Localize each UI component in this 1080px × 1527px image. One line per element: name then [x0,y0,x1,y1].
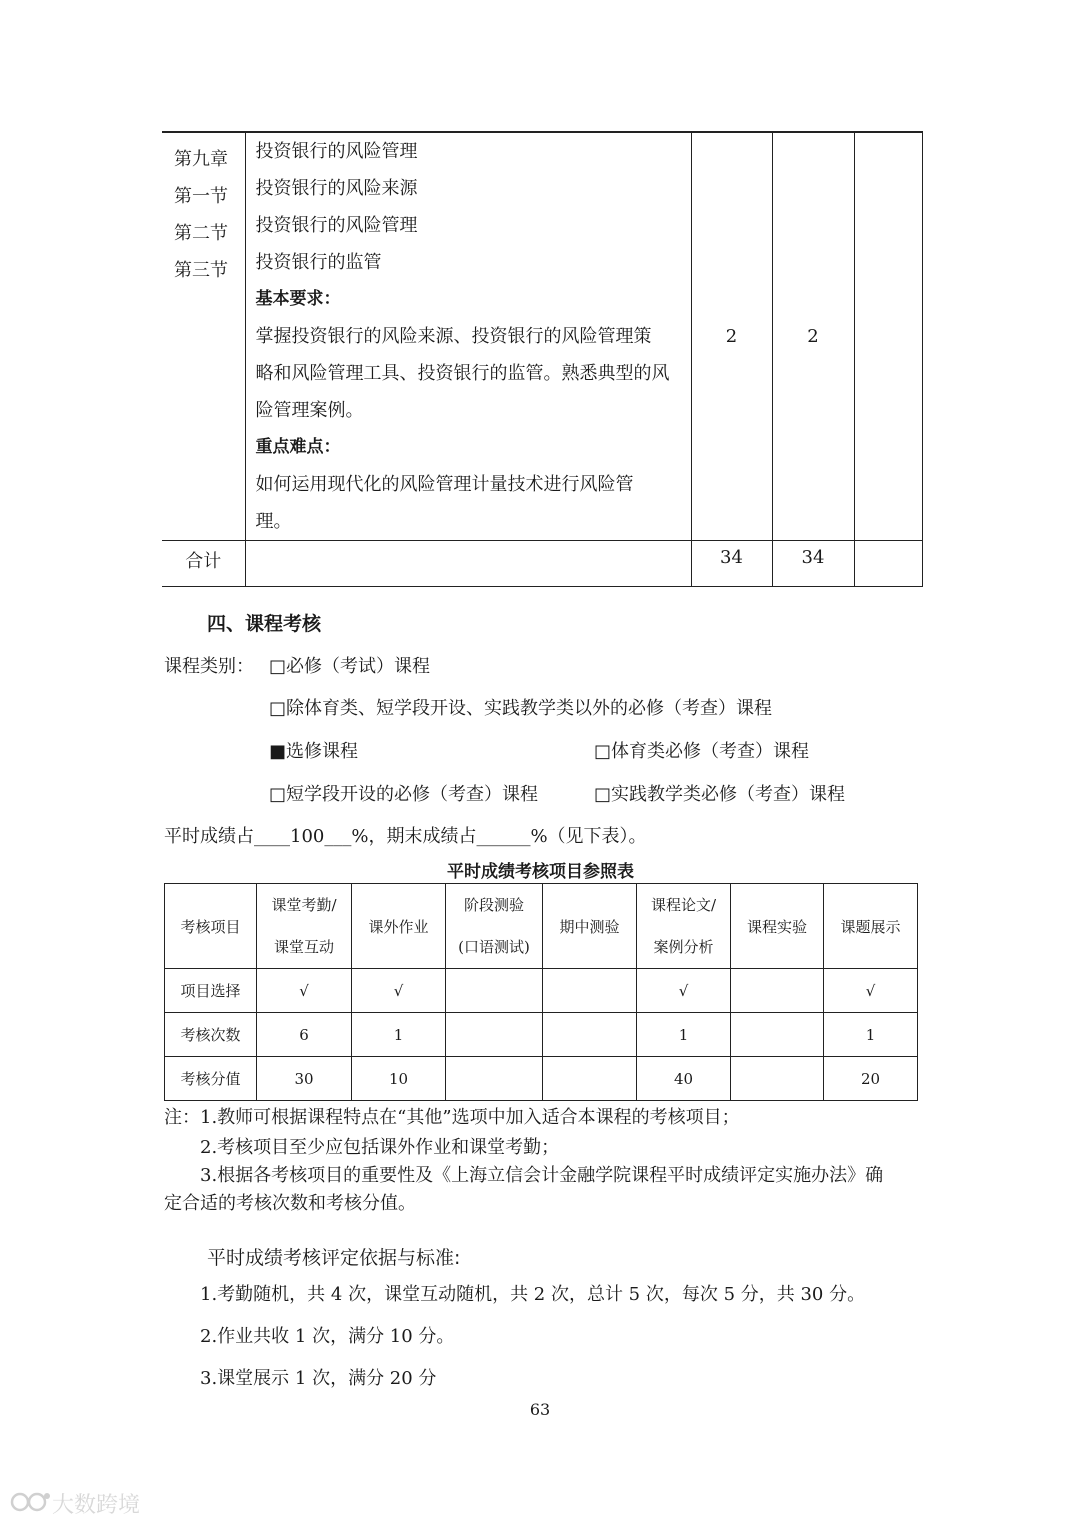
category-option: □必修（考试）课程 [269,656,431,677]
criteria-heading: 平时成绩考核评定依据与标准: [207,1247,461,1269]
criteria-item: 3.课堂展示 1 次，满分 20 分 [200,1368,437,1389]
course-schedule-table [162,131,923,587]
empty-cell [245,541,691,587]
category-option-selected: ■选修课程 [269,741,359,762]
table-row [165,969,918,1013]
note-line: 3.根据各考核项目的重要性及《上海立信会计金融学院课程平时成绩评定实施办法》确 [200,1165,884,1186]
content-cell [245,132,691,541]
note-line: 2.考核项目至少应包括课外作业和课堂考勤； [200,1137,560,1158]
column-header: 课外作业 [352,884,446,969]
table-cell [446,1057,543,1101]
chapter-line: 第二节 [174,223,228,244]
table-header-row [165,884,918,969]
requirements-label: 基本要求： [255,289,341,309]
empty-cell [854,541,922,587]
column-header: 期中测验 [543,884,637,969]
table-cell: 20 [824,1057,918,1101]
row-label: 考核次数 [165,1013,257,1057]
table-cell: 6 [257,1013,352,1057]
table-cell [543,969,637,1013]
section-heading: 四、课程考核 [207,613,322,635]
column-header: 课程实验 [731,884,824,969]
column-header: 课程论文/ 案例分析 [637,884,731,969]
table-cell: √ [824,969,918,1013]
requirements-line: 略和风险管理工具、投资银行的监管。熟悉典型的风 [255,363,670,384]
criteria-item: 2.作业共收 1 次，满分 10 分。 [200,1326,455,1347]
total-value: 34 [691,541,772,587]
table-cell [446,969,543,1013]
category-label: 课程类别： [164,656,254,677]
assessment-reference-table [164,883,918,1101]
criteria-item: 1.考勤随机，共 4 次，课堂互动随机，共 2 次，总计 5 次，每次 5 分，共 30 分。 [200,1284,866,1305]
total-row [162,541,922,587]
table-cell: 30 [257,1057,352,1101]
content-line: 投资银行的监管 [255,252,382,273]
column-header: 阶段测验 (口语测试) [446,884,543,969]
table-cell [731,969,824,1013]
note-line: 定合适的考核次数和考核分值。 [164,1193,416,1214]
chapter-line: 第一节 [174,186,228,207]
chapter-cell [162,132,245,541]
column-header: 课题展示 [824,884,918,969]
note-line: 注：1.教师可根据课程特点在“其他”选项中加入适合本课程的考核项目； [164,1107,740,1128]
content-line: 投资银行的风险来源 [255,178,418,199]
table-cell [731,1013,824,1057]
table-row [162,132,922,541]
row-label: 考核分值 [165,1057,257,1101]
watermark-text: 大数跨境 [52,1493,141,1518]
requirements-line: 掌握投资银行的风险来源、投资银行的风险管理策 [255,326,652,347]
chapter-line: 第三节 [174,260,228,281]
empty-cell [854,132,922,541]
table-row [165,1013,918,1057]
category-option: □短学段开设的必修（考查）课程 [269,784,539,805]
table-caption: 平时成绩考核项目参照表 [447,862,634,882]
key-points-label: 重点难点： [255,437,341,457]
table-row [165,1057,918,1101]
total-label: 合计 [162,541,245,587]
content-line: 投资银行的风险管理 [255,141,418,162]
chapter-line: 第九章 [174,149,228,170]
watermark [10,1488,140,1519]
table-cell: √ [257,969,352,1013]
requirements-line: 险管理案例。 [255,400,364,421]
table-cell: √ [637,969,731,1013]
table-cell: 1 [824,1013,918,1057]
row-label: 项目选择 [165,969,257,1013]
table-cell [543,1013,637,1057]
key-points-line: 如何运用现代化的风险管理计量技术进行风险管 [255,474,634,495]
table-cell: √ [352,969,446,1013]
category-option: □除体育类、短学段开设、实践教学类以外的必修（考查）课程 [269,698,773,719]
grade-ratio-line: 平时成绩占____100___%，期末成绩占______%（见下表）。 [164,826,647,847]
page-number: 63 [529,1400,551,1419]
key-points-line: 理。 [255,511,292,532]
hours-cell: 2 [772,132,854,541]
column-header: 课堂考勤/ 课堂互动 [257,884,352,969]
table-cell: 10 [352,1057,446,1101]
hours-cell: 2 [691,132,772,541]
table-cell: 1 [637,1013,731,1057]
table-cell [446,1013,543,1057]
table-cell: 1 [352,1013,446,1057]
table-cell: 40 [637,1057,731,1101]
total-value: 34 [772,541,854,587]
content-line: 投资银行的风险管理 [255,215,418,236]
table-cell [543,1057,637,1101]
column-header: 考核项目 [165,884,257,969]
category-option: □体育类必修（考查）课程 [594,741,810,762]
category-option: □实践教学类必修（考查）课程 [594,784,846,805]
table-cell [731,1057,824,1101]
watermark-logo-icon [10,1489,52,1519]
